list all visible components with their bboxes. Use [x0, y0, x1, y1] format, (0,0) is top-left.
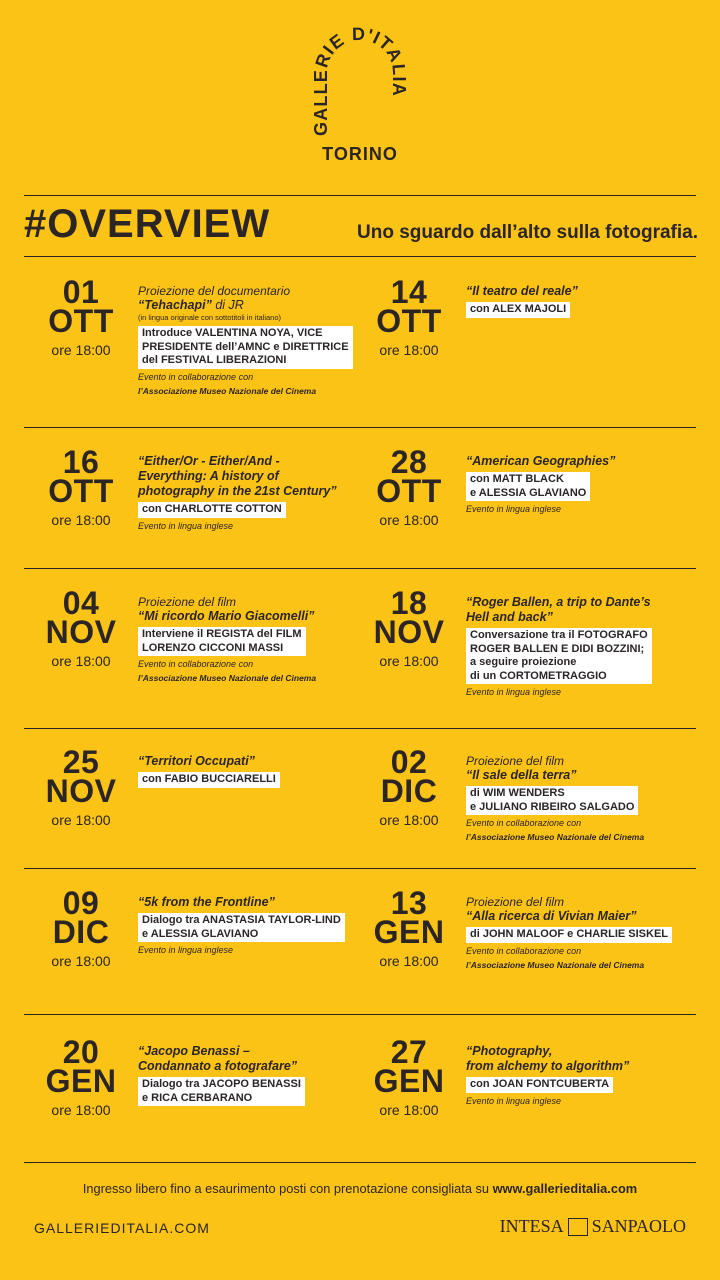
- event-month: DIC: [52, 914, 110, 950]
- logo-arch-icon: [300, 18, 420, 168]
- event-time: ore 18:00: [379, 512, 439, 528]
- event-card: [36, 744, 376, 878]
- event-card: [364, 274, 704, 408]
- event-speakers: Dialogo tra ANASTASIA TAYLOR-LIND e ALESSIA GLAVIANO: [138, 913, 345, 942]
- event-card: [364, 585, 704, 719]
- event-speakers: con JOAN FONTCUBERTA: [466, 1077, 613, 1093]
- event-note: Evento in collaborazione con: [466, 945, 582, 956]
- event-note: Evento in collaborazione con: [138, 371, 254, 382]
- booking-info: [0, 1181, 720, 1196]
- event-month: GEN: [373, 1063, 445, 1099]
- event-info: [138, 1044, 376, 1106]
- event-author: di JR: [215, 298, 244, 312]
- event-title: “Territori Occupati”: [138, 754, 255, 768]
- event-day: 20: [62, 1034, 100, 1070]
- event-title: “5k from the Frontline”: [138, 895, 275, 909]
- gallerie-italia-logo: [300, 18, 420, 168]
- event-info: [466, 284, 704, 318]
- event-day: 02: [390, 744, 428, 780]
- event-month: OTT: [48, 303, 114, 339]
- event-day: 28: [390, 444, 428, 480]
- divider: [24, 868, 696, 869]
- svg-text:GALLERIE D'ITALIA: [311, 24, 409, 136]
- event-info: [466, 754, 704, 843]
- booking-text: Ingresso libero fino a esaurimento posti con prenotazione consigliata su: [82, 1181, 493, 1196]
- event-title: “Il teatro del reale”: [466, 284, 578, 298]
- event-intro: Proiezione del film: [466, 895, 565, 909]
- event-month: NOV: [45, 614, 117, 650]
- event-info: [466, 895, 704, 971]
- event-title: “Roger Ballen, a trip to Dante’s Hell and back”: [466, 595, 651, 624]
- event-time: ore 18:00: [51, 653, 111, 669]
- event-info: [466, 595, 704, 698]
- event-card: [364, 885, 704, 1019]
- event-partner: l’Associazione Museo Nazionale del Cinema: [138, 673, 317, 683]
- event-card: [36, 585, 376, 719]
- event-title: “American Geographies”: [466, 454, 616, 468]
- event-title: “Either/Or - Either/And - Everything: A history of photography in the 21st Century”: [138, 454, 337, 498]
- event-speakers: con FABIO BUCCIARELLI: [138, 772, 280, 788]
- event-day: 14: [390, 274, 428, 310]
- event-day: 13: [390, 885, 428, 921]
- event-month: OTT: [376, 473, 442, 509]
- divider: [24, 427, 696, 428]
- event-card: [36, 444, 376, 578]
- sponsor-mark-icon: [568, 1218, 588, 1236]
- event-time: ore 18:00: [51, 1102, 111, 1118]
- event-speakers: con CHARLOTTE COTTON: [138, 502, 286, 518]
- event-note: Evento in collaborazione con: [138, 659, 254, 669]
- event-info: [138, 895, 376, 956]
- event-day: 18: [390, 585, 428, 621]
- sponsor-name-right: SANPAOLO: [591, 1216, 686, 1236]
- event-info: [138, 595, 376, 684]
- event-speakers: Dialogo tra JACOPO BENASSI e RICA CERBARANO: [138, 1077, 305, 1106]
- event-card: [36, 1034, 376, 1168]
- event-note: Evento in lingua inglese: [466, 504, 562, 514]
- event-info: [466, 454, 704, 515]
- event-info: [138, 754, 376, 788]
- event-day: 01: [62, 274, 100, 310]
- event-note: Evento in lingua inglese: [466, 687, 562, 697]
- event-month: OTT: [376, 303, 442, 339]
- booking-link[interactable]: www.gallerieditalia.com: [492, 1181, 638, 1196]
- event-note: Evento in lingua inglese: [466, 1095, 562, 1106]
- event-intro: Proiezione del documentario: [138, 284, 291, 298]
- event-month: OTT: [48, 473, 114, 509]
- event-month: NOV: [45, 773, 117, 809]
- event-speakers: di WIM WENDERS e JULIANO RIBEIRO SALGADO: [466, 786, 638, 815]
- event-month: GEN: [45, 1063, 117, 1099]
- event-time: ore 18:00: [379, 812, 439, 828]
- event-date: [364, 274, 454, 358]
- page-subtitle: Uno sguardo dall’alto sulla fotografia.: [357, 222, 698, 243]
- event-time: ore 18:00: [379, 953, 439, 969]
- event-note: Evento in lingua inglese: [138, 520, 234, 531]
- event-date: [36, 744, 126, 828]
- event-month: NOV: [373, 614, 445, 650]
- event-title: “Mi ricordo Mario Giacomelli”: [138, 609, 315, 623]
- page-title: #OVERVIEW: [24, 202, 271, 246]
- event-time: ore 18:00: [51, 342, 111, 358]
- event-speakers: con MATT BLACK e ALESSIA GLAVIANO: [466, 472, 590, 501]
- event-month: DIC: [380, 773, 438, 809]
- divider: [24, 568, 696, 569]
- event-time: ore 18:00: [379, 653, 439, 669]
- divider: [24, 728, 696, 729]
- event-info: [466, 1044, 704, 1107]
- divider: [24, 256, 696, 257]
- event-month: GEN: [373, 914, 445, 950]
- event-speakers: Interviene il REGISTA del FILM LORENZO CICCONI MASSI: [138, 627, 306, 656]
- event-date: [36, 585, 126, 669]
- divider: [24, 195, 696, 196]
- divider: [24, 1014, 696, 1015]
- event-title: “Photography, from alchemy to algorithm”: [466, 1044, 630, 1073]
- event-speakers: con ALEX MAJOLI: [466, 302, 570, 318]
- event-subtitle-note: (in lingua originale con sottotitoli in italiano): [138, 313, 281, 322]
- event-partner: l’Associazione Museo Nazionale del Cinema: [466, 832, 645, 842]
- event-day: 27: [390, 1034, 428, 1070]
- event-date: [36, 444, 126, 528]
- event-day: 16: [62, 444, 100, 480]
- event-title: “Alla ricerca di Vivian Maier”: [466, 909, 637, 923]
- event-partner: l’Associazione Museo Nazionale del Cinema: [466, 959, 645, 970]
- event-card: [364, 1034, 704, 1168]
- event-title: “Il sale della terra”: [466, 768, 577, 782]
- logo-city: TORINO: [322, 144, 398, 164]
- sponsor-name-left: INTESA: [499, 1216, 564, 1236]
- event-time: ore 18:00: [51, 512, 111, 528]
- event-day: 04: [62, 585, 100, 621]
- divider: [24, 1162, 696, 1163]
- event-date: [36, 885, 126, 969]
- logo-arc-text: GALLERIE D'ITALIA: [311, 23, 410, 136]
- event-intro: Proiezione del film: [466, 754, 565, 768]
- event-date: [36, 274, 126, 358]
- event-date: [364, 585, 454, 669]
- event-title: “Jacopo Benassi – Condannato a fotografare”: [138, 1044, 298, 1073]
- event-card: [364, 744, 704, 878]
- event-card: [36, 274, 376, 408]
- event-card: [364, 444, 704, 578]
- event-date: [364, 1034, 454, 1118]
- event-time: ore 18:00: [379, 1102, 439, 1118]
- website-link[interactable]: GALLERIEDITALIA.COM: [34, 1220, 210, 1236]
- event-time: ore 18:00: [51, 953, 111, 969]
- event-time: ore 18:00: [379, 342, 439, 358]
- event-note: Evento in collaborazione con: [466, 818, 582, 828]
- event-speakers: Introduce VALENTINA NOYA, VICE PRESIDENTE dell’AMNC e DIRETTRICE del FESTIVAL LIBERAZIONI: [138, 326, 353, 369]
- event-info: [138, 284, 376, 397]
- sponsor-logo: [500, 1216, 686, 1237]
- event-title: “Tehachapi”: [138, 298, 212, 312]
- event-speakers: Conversazione tra il FOTOGRAFO ROGER BALLEN E DIDI BOZZINI; a seguire proiezione di un CORTOMETRAGGIO: [466, 628, 652, 684]
- event-partner: l’Associazione Museo Nazionale del Cinema: [138, 385, 317, 396]
- event-day: 09: [62, 885, 100, 921]
- event-info: [138, 454, 376, 532]
- event-card: [36, 885, 376, 1019]
- event-intro: Proiezione del film: [138, 595, 237, 609]
- event-date: [364, 885, 454, 969]
- event-speakers: di JOHN MALOOF e CHARLIE SISKEL: [466, 927, 672, 943]
- event-date: [364, 744, 454, 828]
- event-day: 25: [62, 744, 100, 780]
- event-time: ore 18:00: [51, 812, 111, 828]
- event-date: [36, 1034, 126, 1118]
- event-date: [364, 444, 454, 528]
- event-note: Evento in lingua inglese: [138, 945, 234, 955]
